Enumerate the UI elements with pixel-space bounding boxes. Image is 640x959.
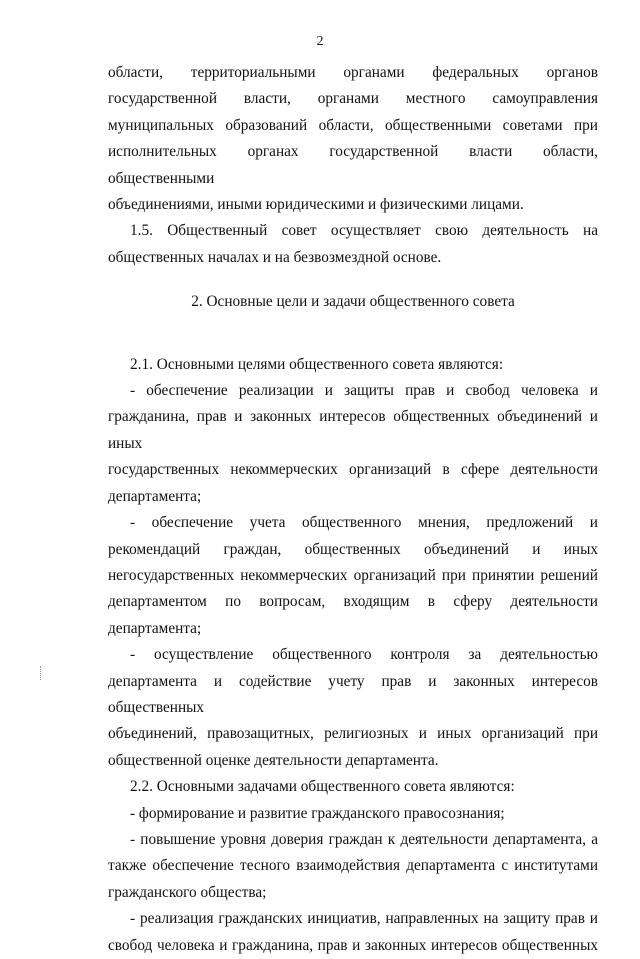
text-line: - формирование и развитие гражданского правосознания; xyxy=(130,804,505,822)
text-line: общественных началах и на безвозмездной основе. xyxy=(108,248,442,266)
text-line: государственной власти, органами местного самоуправления xyxy=(108,90,598,108)
text-line: области, территориальными органами федеральных органов xyxy=(108,64,598,81)
text-line: государственных некоммерческих организаций в сфере деятельности xyxy=(108,461,598,479)
text-line: департаментом по вопросам, входящим в сферу деятельности департамента; xyxy=(108,593,598,637)
text-line: департамента; xyxy=(108,487,202,505)
text-line: 1.5. Общественный совет осуществляет свою деятельность на xyxy=(130,222,598,240)
clause-heading: 2.1. Основными целями общественного совета являются: xyxy=(130,355,504,373)
text-line: объединениями, иными юридическими и физическими лицами. xyxy=(108,196,524,214)
text-line: - обеспечение реализации и защиты прав и свобод человека и xyxy=(130,382,598,400)
text-line: объединений, правозащитных, религиозных и иных организаций при xyxy=(108,725,598,743)
section-heading: 2. Основные цели и задачи общественного совета xyxy=(191,293,515,311)
text-line: - осуществление общественного контроля за деятельностью xyxy=(130,646,598,664)
text-line: департамента и содействие учету прав и законных интересов общественных xyxy=(108,672,598,716)
margin-mark xyxy=(40,666,42,680)
text-line: муниципальных образований области, общественными советами при xyxy=(108,116,598,134)
document-body xyxy=(108,60,598,959)
page-number: 2 xyxy=(316,34,324,49)
text-line: - повышение уровня доверия граждан к деятельности департамента, а xyxy=(130,830,598,848)
text-line: рекомендаций граждан, общественных объединений и иных xyxy=(108,540,598,558)
text-line: гражданского общества; xyxy=(108,883,267,901)
text-line: исполнительных органах государственной власти области, общественными xyxy=(108,143,598,187)
text-line: общественной оценке деятельности департамента. xyxy=(108,751,439,769)
text-line: также обеспечение тесного взаимодействия департамента с институтами xyxy=(108,857,598,875)
text-line: негосударственных некоммерческих организаций при принятии решений xyxy=(108,566,598,584)
text-line: - обеспечение учета общественного мнения, предложений и xyxy=(130,514,598,532)
clause-heading: 2.2. Основными задачами общественного совета являются: xyxy=(130,778,515,796)
text-line: свобод человека и гражданина, прав и законных интересов общественных xyxy=(108,936,598,954)
text-line: гражданина, прав и законных интересов общественных объединений и иных xyxy=(108,408,598,452)
text-line: - реализация гражданских инициатив, направленных на защиту прав и xyxy=(130,910,598,928)
